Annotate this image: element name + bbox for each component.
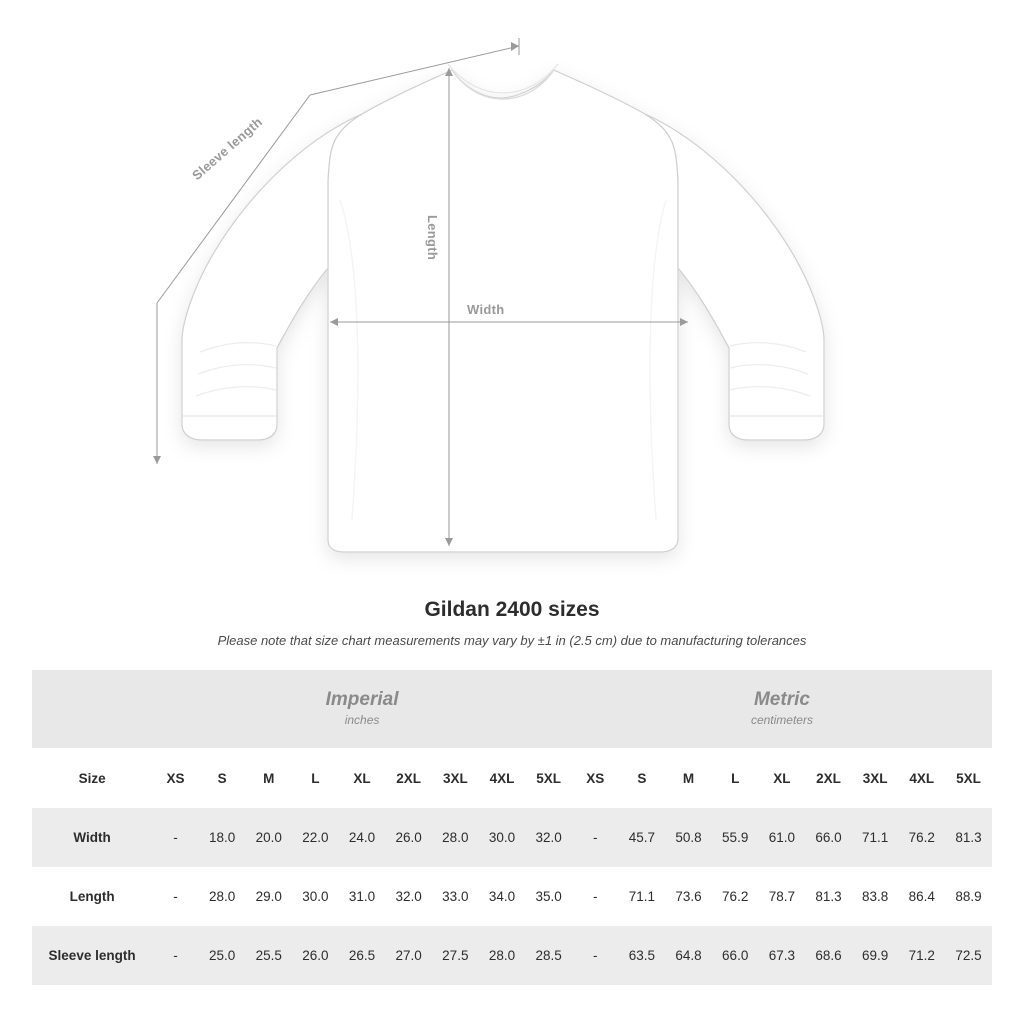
- cell-sleeve-imperial-3xl: 27.5: [432, 926, 479, 985]
- cell-width-metric-xl: 61.0: [759, 808, 806, 867]
- cell-length-metric-3xl: 83.8: [852, 867, 899, 926]
- title-block: [0, 598, 1024, 648]
- size-header-row: [32, 748, 992, 808]
- table-row: [32, 808, 992, 867]
- size-header-metric-s: S: [619, 748, 666, 808]
- cell-sleeve-imperial-2xl: 27.0: [385, 926, 432, 985]
- cell-width-metric-3xl: 71.1: [852, 808, 899, 867]
- cell-sleeve-imperial-m: 25.5: [245, 926, 292, 985]
- size-header-metric-xl: XL: [759, 748, 806, 808]
- cell-sleeve-metric-xl: 67.3: [759, 926, 806, 985]
- cell-length-metric-s: 71.1: [619, 867, 666, 926]
- cell-width-imperial-5xl: 32.0: [525, 808, 572, 867]
- cell-length-imperial-l: 30.0: [292, 867, 339, 926]
- unit-header-metric: [572, 670, 992, 748]
- unit-name-imperial: Imperial: [325, 688, 399, 710]
- size-header-metric-4xl: 4XL: [898, 748, 945, 808]
- cell-width-metric-4xl: 76.2: [898, 808, 945, 867]
- cell-width-imperial-l: 22.0: [292, 808, 339, 867]
- cell-length-imperial-s: 28.0: [199, 867, 246, 926]
- cell-width-imperial-xl: 24.0: [339, 808, 386, 867]
- cell-width-metric-2xl: 66.0: [805, 808, 852, 867]
- cell-length-imperial-3xl: 33.0: [432, 867, 479, 926]
- cell-width-metric-m: 50.8: [665, 808, 712, 867]
- row-label-length: Length: [32, 867, 152, 926]
- unit-sub-metric: centimeters: [750, 713, 813, 728]
- cell-length-metric-5xl: 88.9: [945, 867, 992, 926]
- table-row: [32, 926, 992, 985]
- cell-length-metric-4xl: 86.4: [898, 867, 945, 926]
- cell-sleeve-metric-3xl: 69.9: [852, 926, 899, 985]
- cell-length-imperial-2xl: 32.0: [385, 867, 432, 926]
- cell-sleeve-imperial-l: 26.0: [292, 926, 339, 985]
- cell-width-imperial-3xl: 28.0: [432, 808, 479, 867]
- size-header-imperial-m: M: [245, 748, 292, 808]
- size-header-imperial-2xl: 2XL: [385, 748, 432, 808]
- cell-length-metric-l: 76.2: [712, 867, 759, 926]
- cell-length-imperial-4xl: 34.0: [479, 867, 526, 926]
- tolerance-note: Please note that size chart measurements may vary by ±1 in (2.5 cm) due to manufacturing tolerances: [217, 633, 807, 648]
- cell-sleeve-metric-4xl: 71.2: [898, 926, 945, 985]
- unit-header-row: [32, 670, 992, 748]
- corner-cell: [32, 670, 152, 748]
- unit-sub-imperial: inches: [344, 713, 380, 728]
- cell-width-metric-s: 45.7: [619, 808, 666, 867]
- size-header-metric-3xl: 3XL: [852, 748, 899, 808]
- cell-length-imperial-m: 29.0: [245, 867, 292, 926]
- cell-sleeve-metric-m: 64.8: [665, 926, 712, 985]
- size-chart-table-wrapper: [32, 670, 992, 985]
- cell-width-imperial-m: 20.0: [245, 808, 292, 867]
- cell-sleeve-metric-s: 63.5: [619, 926, 666, 985]
- size-header-imperial-5xl: 5XL: [525, 748, 572, 808]
- row-label-sleeve-length: Sleeve length: [32, 926, 152, 985]
- size-header-metric-xs: XS: [572, 748, 619, 808]
- cell-length-metric-m: 73.6: [665, 867, 712, 926]
- cell-sleeve-imperial-xl: 26.5: [339, 926, 386, 985]
- size-header-imperial-3xl: 3XL: [432, 748, 479, 808]
- unit-name-metric: Metric: [753, 688, 810, 710]
- page-title: Gildan 2400 sizes: [424, 598, 600, 621]
- cell-width-imperial-s: 18.0: [199, 808, 246, 867]
- sleeve-length-dimension-label: Sleeve length: [189, 114, 266, 183]
- size-header-imperial-4xl: 4XL: [479, 748, 526, 808]
- cell-length-imperial-xl: 31.0: [339, 867, 386, 926]
- cell-length-imperial-xs: -: [152, 867, 199, 926]
- size-header-metric-l: L: [712, 748, 759, 808]
- unit-header-imperial: [152, 670, 572, 748]
- cell-length-metric-2xl: 81.3: [805, 867, 852, 926]
- table-row: [32, 867, 992, 926]
- cell-sleeve-metric-l: 66.0: [712, 926, 759, 985]
- cell-sleeve-imperial-s: 25.0: [199, 926, 246, 985]
- cell-sleeve-imperial-5xl: 28.5: [525, 926, 572, 985]
- cell-sleeve-metric-5xl: 72.5: [945, 926, 992, 985]
- length-dimension-label: Length: [425, 215, 440, 261]
- size-header-imperial-xl: XL: [339, 748, 386, 808]
- cell-sleeve-metric-2xl: 68.6: [805, 926, 852, 985]
- size-header-imperial-xs: XS: [152, 748, 199, 808]
- size-chart-table: [32, 670, 992, 985]
- cell-width-imperial-2xl: 26.0: [385, 808, 432, 867]
- cell-width-metric-5xl: 81.3: [945, 808, 992, 867]
- cell-width-metric-xs: -: [572, 808, 619, 867]
- cell-width-metric-l: 55.9: [712, 808, 759, 867]
- garment-shape: [182, 64, 1022, 552]
- cell-length-metric-xl: 78.7: [759, 867, 806, 926]
- cell-sleeve-imperial-4xl: 28.0: [479, 926, 526, 985]
- cell-width-imperial-xs: -: [152, 808, 199, 867]
- size-header-metric-m: M: [665, 748, 712, 808]
- size-header-metric-5xl: 5XL: [945, 748, 992, 808]
- size-header-imperial-l: L: [292, 748, 339, 808]
- cell-length-metric-xs: -: [572, 867, 619, 926]
- cell-sleeve-imperial-xs: -: [152, 926, 199, 985]
- width-dimension-label: Width: [467, 302, 505, 317]
- cell-width-imperial-4xl: 30.0: [479, 808, 526, 867]
- size-header-metric-2xl: 2XL: [805, 748, 852, 808]
- row-label-width: Width: [32, 808, 152, 867]
- cell-sleeve-metric-xs: -: [572, 926, 619, 985]
- size-header-imperial-s: S: [199, 748, 246, 808]
- cell-length-imperial-5xl: 35.0: [525, 867, 572, 926]
- size-header-label: Size: [32, 748, 152, 808]
